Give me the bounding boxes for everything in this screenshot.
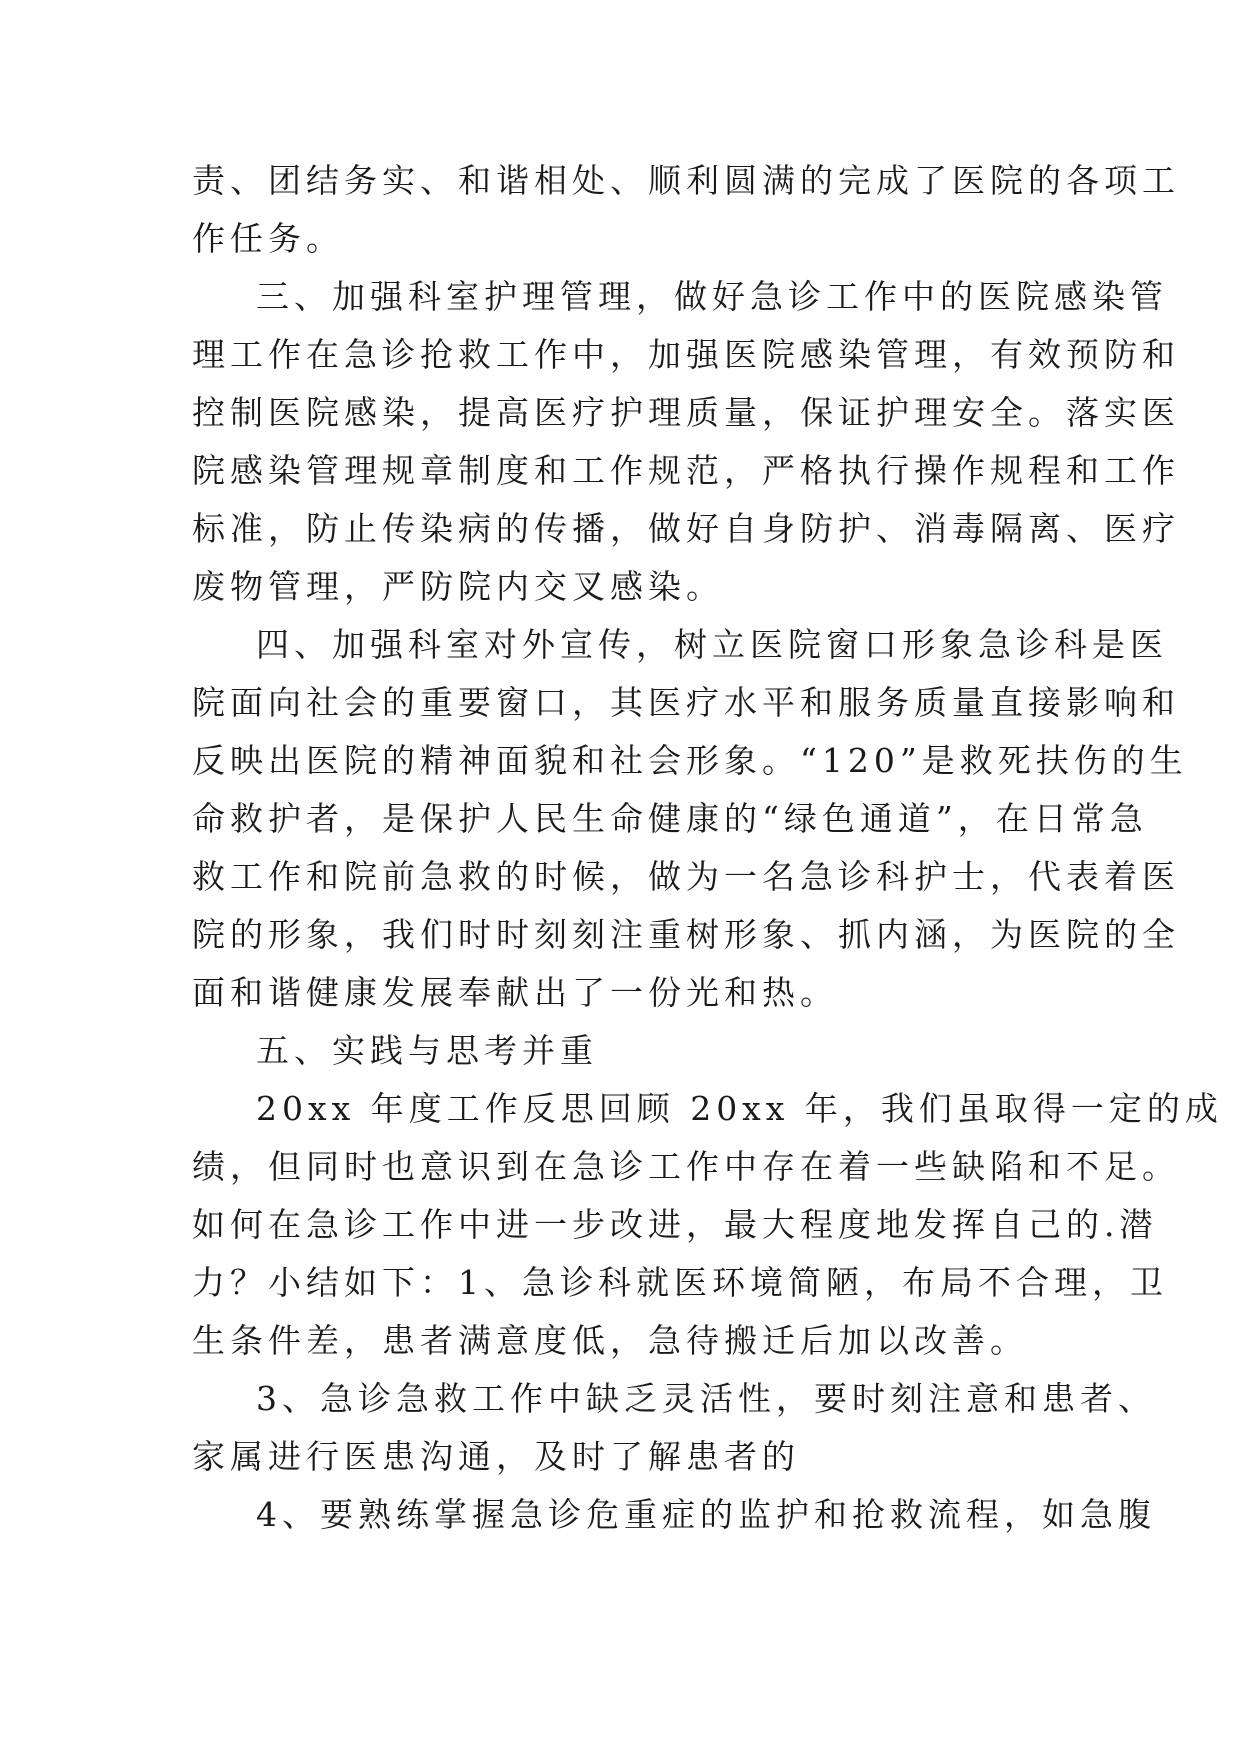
text-line: 理工作在急诊抢救工作中，加强医院感染管理，有效预防和 — [192, 335, 1180, 374]
paragraph — [192, 152, 1180, 268]
text-line: 院的形象，我们时时刻刻注重树形象、抓内涵，为医院的全 — [192, 915, 1180, 954]
text-line: 3、急诊急救工作中缺乏灵活性，要时刻注意和患者、 — [256, 1379, 1156, 1418]
text-line: 家属进行医患沟通，及时了解患者的 — [192, 1437, 800, 1476]
text-line: 三、加强科室护理管理，做好急诊工作中的医院感染管 — [256, 277, 1168, 316]
text-line: 反映出医院的精神面貌和社会形象。“120”是救死扶伤的生 — [192, 741, 1188, 780]
text-line: 如何在急诊工作中进一步改进，最大程度地发挥自己的.潜 — [192, 1205, 1158, 1244]
paragraph — [192, 1486, 1156, 1544]
paragraph — [192, 268, 1180, 616]
text-line: 力？小结如下：1、急诊科就医环境简陋，布局不合理，卫 — [192, 1263, 1168, 1302]
paragraph — [192, 616, 1188, 1022]
text-line: 四、加强科室对外宣传，树立医院窗口形象急诊科是医 — [256, 625, 1168, 664]
text-line: 面和谐健康发展奉献出了一份光和热。 — [192, 973, 838, 1012]
text-line: 生条件差，患者满意度低，急待搬迁后加以改善。 — [192, 1321, 1028, 1360]
text-line: 院感染管理规章制度和工作规范，严格执行操作规程和工作 — [192, 451, 1180, 490]
document-body — [192, 152, 1223, 1544]
text-line: 五、实践与思考并重 — [256, 1031, 598, 1070]
text-line: 作任务。 — [192, 219, 344, 258]
text-line: 命救护者，是保护人民生命健康的“绿色通道”，在日常急 — [192, 799, 1148, 838]
paragraph — [192, 1370, 1156, 1486]
paragraph — [192, 1080, 1223, 1370]
text-line: 20xx 年度工作反思回顾 20xx 年，我们虽取得一定的成 — [256, 1089, 1223, 1128]
text-line: 标准，防止传染病的传播，做好自身防护、消毒隔离、医疗 — [192, 509, 1180, 548]
text-line: 绩，但同时也意识到在急诊工作中存在着一些缺陷和不足。 — [192, 1147, 1180, 1186]
text-line: 4、要熟练掌握急诊危重症的监护和抢救流程，如急腹 — [256, 1495, 1156, 1534]
text-line: 控制医院感染，提高医疗护理质量，保证护理安全。落实医 — [192, 393, 1180, 432]
text-line: 废物管理，严防院内交叉感染。 — [192, 567, 724, 606]
text-line: 救工作和院前急救的时候，做为一名急诊科护士，代表着医 — [192, 857, 1180, 896]
text-line: 责、团结务实、和谐相处、顺利圆满的完成了医院的各项工 — [192, 161, 1180, 200]
section-heading — [192, 1022, 1050, 1080]
text-line: 院面向社会的重要窗口，其医疗水平和服务质量直接影响和 — [192, 683, 1180, 722]
